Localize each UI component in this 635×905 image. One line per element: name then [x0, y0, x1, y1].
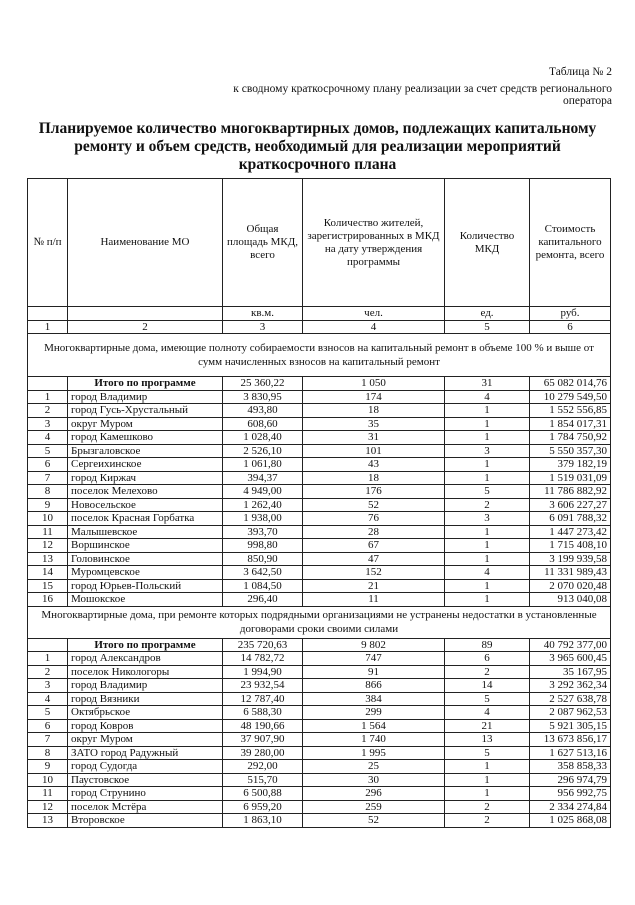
table-cell: 5	[28, 706, 68, 720]
table-row	[28, 417, 611, 431]
table-cell: Брызгаловское	[68, 444, 223, 458]
data-table	[27, 178, 611, 828]
table-cell: Воршинское	[68, 539, 223, 553]
table-cell: 176	[303, 485, 445, 499]
table-cell: 91	[303, 665, 445, 679]
table-row	[28, 404, 611, 418]
table-cell: 39 280,00	[223, 746, 303, 760]
table-cell: 3	[445, 444, 530, 458]
table-cell: 1	[28, 390, 68, 404]
table-cell: 2	[68, 320, 223, 334]
table-cell: 21	[303, 579, 445, 593]
table-row	[28, 652, 611, 666]
column-numbers-row	[28, 320, 611, 334]
table-cell: 1 784 750,92	[530, 431, 611, 445]
table-cell: 5	[445, 692, 530, 706]
table-cell: поселок Красная Горбатка	[68, 512, 223, 526]
table-cell: 18	[303, 471, 445, 485]
table-cell: 1	[445, 417, 530, 431]
table-cell: 1 854 017,31	[530, 417, 611, 431]
table-row	[28, 566, 611, 580]
table-cell: 1	[445, 552, 530, 566]
table-row	[28, 431, 611, 445]
table-cell: 14 782,72	[223, 652, 303, 666]
table-cell: 6	[530, 320, 611, 334]
table-cell: 9 802	[303, 638, 445, 652]
table-row	[28, 773, 611, 787]
table-cell: 12	[28, 539, 68, 553]
table-cell: 1 740	[303, 733, 445, 747]
table-cell: Муромцевское	[68, 566, 223, 580]
table-cell: город Камешково	[68, 431, 223, 445]
table-cell: 2 526,10	[223, 444, 303, 458]
table-cell: 30	[303, 773, 445, 787]
table-cell: 2	[28, 404, 68, 418]
table-cell	[28, 638, 68, 652]
table-row	[28, 719, 611, 733]
table-row	[28, 485, 611, 499]
table-cell: ЗАТО город Радужный	[68, 746, 223, 760]
table-cell: 6 959,20	[223, 800, 303, 814]
table-cell: Головинское	[68, 552, 223, 566]
table-cell: 4	[28, 692, 68, 706]
table-cell: 4	[303, 320, 445, 334]
table-cell: 11 331 989,43	[530, 566, 611, 580]
table-cell: 37 907,90	[223, 733, 303, 747]
table-cell: 76	[303, 512, 445, 526]
table-cell: 393,70	[223, 525, 303, 539]
table-cell: 3	[223, 320, 303, 334]
table-cell: 1 519 031,09	[530, 471, 611, 485]
table-cell: 52	[303, 498, 445, 512]
table-cell: 1 262,40	[223, 498, 303, 512]
table-cell: 1 564	[303, 719, 445, 733]
table-cell: 11	[303, 593, 445, 607]
table-cell: город Александров	[68, 652, 223, 666]
table-cell: 1 715 408,10	[530, 539, 611, 553]
table-cell: город Юрьев-Польский	[68, 579, 223, 593]
table-cell: 35 167,95	[530, 665, 611, 679]
table-cell: 8	[28, 746, 68, 760]
table-cell: 6 500,88	[223, 787, 303, 801]
table-cell: 7	[28, 471, 68, 485]
table-cell: город Вязники	[68, 692, 223, 706]
table-cell: 5	[445, 485, 530, 499]
table-cell: 2	[445, 665, 530, 679]
table-cell: 1	[445, 787, 530, 801]
table-cell: 4 949,00	[223, 485, 303, 499]
table-cell: 25 360,22	[223, 377, 303, 391]
table-cell: 1 863,10	[223, 814, 303, 828]
table-cell: 11	[28, 525, 68, 539]
table-cell: 4	[445, 390, 530, 404]
table-cell: кв.м.	[223, 307, 303, 321]
table-cell: ед.	[445, 307, 530, 321]
table-cell: 14	[28, 566, 68, 580]
table-cell: 6	[445, 652, 530, 666]
section-heading-row	[28, 606, 611, 638]
table-cell: 14	[445, 679, 530, 693]
header-row	[28, 179, 611, 307]
table-cell: 956 992,75	[530, 787, 611, 801]
table-row	[28, 444, 611, 458]
table-row	[28, 760, 611, 774]
table-cell: 3 606 227,27	[530, 498, 611, 512]
table-cell: 65 082 014,76	[530, 377, 611, 391]
table-cell: 5	[445, 320, 530, 334]
table-cell: 7	[28, 733, 68, 747]
table-cell: 5 550 357,30	[530, 444, 611, 458]
table-cell: 4	[445, 566, 530, 580]
table-cell: город Владимир	[68, 679, 223, 693]
table-cell: 2 527 638,78	[530, 692, 611, 706]
table-cell: 174	[303, 390, 445, 404]
table-cell: 35	[303, 417, 445, 431]
table-cell: 1	[445, 431, 530, 445]
table-cell: город Струнино	[68, 787, 223, 801]
table-row	[28, 706, 611, 720]
table-cell: 866	[303, 679, 445, 693]
table-cell: 3	[445, 512, 530, 526]
table-cell: Стоимость капитального ремонта, всего	[530, 179, 611, 307]
table-cell: Наименование МО	[68, 179, 223, 307]
table-cell: город Судогда	[68, 760, 223, 774]
table-cell: Октябрьское	[68, 706, 223, 720]
table-cell: 1 995	[303, 746, 445, 760]
table-row	[28, 746, 611, 760]
table-cell: Мошокское	[68, 593, 223, 607]
table-cell: 5 921 305,15	[530, 719, 611, 733]
table-row	[28, 525, 611, 539]
table-cell: 23 932,54	[223, 679, 303, 693]
table-cell: 9	[28, 760, 68, 774]
table-cell: 299	[303, 706, 445, 720]
table-cell: 608,60	[223, 417, 303, 431]
page-title: Планируемое количество многоквартирных домов, подлежащих капитальному ремонту и объем средств, необходимый для реализации мероприятий краткосрочного плана	[38, 120, 597, 173]
table-row	[28, 390, 611, 404]
table-cell: 4	[28, 431, 68, 445]
table-cell: 296	[303, 787, 445, 801]
table-cell: округ Муром	[68, 417, 223, 431]
units-row	[28, 307, 611, 321]
table-row	[28, 814, 611, 828]
table-row	[28, 579, 611, 593]
table-cell: 11	[28, 787, 68, 801]
table-cell: 1 050	[303, 377, 445, 391]
table-cell: Количество жителей, зарегистрированных в МКД на дату утверждения программы	[303, 179, 445, 307]
table-cell: 2	[28, 665, 68, 679]
table-cell: 1	[445, 760, 530, 774]
table-cell: город Ковров	[68, 719, 223, 733]
table-cell: 3 292 362,34	[530, 679, 611, 693]
table-cell: поселок Мелехово	[68, 485, 223, 499]
table-cell: 6	[28, 719, 68, 733]
table-cell: 48 190,66	[223, 719, 303, 733]
section-heading: Многоквартирные дома, имеющие полноту собираемости взносов на капитальный ремонт в объеме 100 % и выше от сумм начисленных взносов на капитальный ремонт	[28, 334, 611, 377]
table-row	[28, 665, 611, 679]
table-row	[28, 733, 611, 747]
table-cell: 1	[445, 773, 530, 787]
table-cell: 5	[28, 444, 68, 458]
table-cell: 358 858,33	[530, 760, 611, 774]
table-cell: 1 627 513,16	[530, 746, 611, 760]
table-cell: 747	[303, 652, 445, 666]
table-cell: 1	[445, 579, 530, 593]
table-cell: 3	[28, 417, 68, 431]
table-cell: 3 830,95	[223, 390, 303, 404]
total-row	[28, 377, 611, 391]
table-cell: 31	[445, 377, 530, 391]
table-cell: поселок Мстёра	[68, 800, 223, 814]
table-row	[28, 498, 611, 512]
table-cell: 47	[303, 552, 445, 566]
table-row	[28, 593, 611, 607]
table-cell: 394,37	[223, 471, 303, 485]
table-cell: 850,90	[223, 552, 303, 566]
table-cell: 1 994,90	[223, 665, 303, 679]
table-cell: Паустовское	[68, 773, 223, 787]
table-cell: 43	[303, 458, 445, 472]
table-row	[28, 458, 611, 472]
table-cell: 3 965 600,45	[530, 652, 611, 666]
table-cell: 235 720,63	[223, 638, 303, 652]
table-cell: 1 025 868,08	[530, 814, 611, 828]
table-cell: 9	[28, 498, 68, 512]
table-cell: 6 588,30	[223, 706, 303, 720]
table-cell: 52	[303, 814, 445, 828]
table-row	[28, 552, 611, 566]
table-row	[28, 471, 611, 485]
table-cell: 2	[445, 814, 530, 828]
table-cell: 3	[28, 679, 68, 693]
table-cell: 2 087 962,53	[530, 706, 611, 720]
table-cell: 21	[445, 719, 530, 733]
section-heading: Многоквартирные дома, при ремонте которых подрядными организациями не устранены недостатки в установленные договорами сроки своими силами	[28, 606, 611, 638]
table-cell: 11 786 882,92	[530, 485, 611, 499]
table-cell	[28, 307, 68, 321]
table-cell: 5	[445, 746, 530, 760]
table-cell: 89	[445, 638, 530, 652]
table-cell: 2	[445, 498, 530, 512]
table-cell: 101	[303, 444, 445, 458]
table-cell: Итого по программе	[68, 638, 223, 652]
table-cell: 12 787,40	[223, 692, 303, 706]
table-cell: 13	[28, 814, 68, 828]
table-cell: 28	[303, 525, 445, 539]
table-cell: 1 084,50	[223, 579, 303, 593]
section-heading-row	[28, 334, 611, 377]
table-cell: руб.	[530, 307, 611, 321]
subtitle: к сводному краткосрочному плану реализации за счет средств регионального оператора	[233, 83, 612, 107]
table-cell: 1	[28, 652, 68, 666]
table-cell: 3 642,50	[223, 566, 303, 580]
table-cell: 1	[28, 320, 68, 334]
table-cell: 1 028,40	[223, 431, 303, 445]
table-cell: 515,70	[223, 773, 303, 787]
table-cell: 998,80	[223, 539, 303, 553]
table-cell: 2	[445, 800, 530, 814]
table-cell: 6	[28, 458, 68, 472]
table-cell: 259	[303, 800, 445, 814]
table-row	[28, 512, 611, 526]
table-cell: Итого по программе	[68, 377, 223, 391]
table-cell: город Владимир	[68, 390, 223, 404]
table-cell: 1 061,80	[223, 458, 303, 472]
table-cell: 10	[28, 773, 68, 787]
table-cell: 493,80	[223, 404, 303, 418]
table-cell: Малышевское	[68, 525, 223, 539]
table-cell: Второвское	[68, 814, 223, 828]
table-number: Таблица № 2	[548, 66, 612, 78]
table-cell: 4	[445, 706, 530, 720]
table-cell: 31	[303, 431, 445, 445]
table-cell: округ Муром	[68, 733, 223, 747]
table-cell: 18	[303, 404, 445, 418]
table-row	[28, 679, 611, 693]
table-cell: 25	[303, 760, 445, 774]
table-cell	[68, 307, 223, 321]
table-row	[28, 787, 611, 801]
table-row	[28, 800, 611, 814]
table-cell: Количество МКД	[445, 179, 530, 307]
table-cell: 1 938,00	[223, 512, 303, 526]
table-cell: 13 673 856,17	[530, 733, 611, 747]
table-cell	[28, 377, 68, 391]
table-cell: 6 091 788,32	[530, 512, 611, 526]
table-cell: 1	[445, 539, 530, 553]
table-cell: 1 447 273,42	[530, 525, 611, 539]
table-cell: город Гусь-Хрустальный	[68, 404, 223, 418]
table-cell: 15	[28, 579, 68, 593]
table-cell: 379 182,19	[530, 458, 611, 472]
table-cell: 384	[303, 692, 445, 706]
table-cell: 40 792 377,00	[530, 638, 611, 652]
table-cell: 292,00	[223, 760, 303, 774]
table-cell: 10	[28, 512, 68, 526]
table-cell: Сергеихинское	[68, 458, 223, 472]
table-cell: 3 199 939,58	[530, 552, 611, 566]
table-cell: 913 040,08	[530, 593, 611, 607]
table-cell: 2 070 020,48	[530, 579, 611, 593]
table-cell: Новосельское	[68, 498, 223, 512]
table-cell: 296,40	[223, 593, 303, 607]
table-cell: чел.	[303, 307, 445, 321]
table-cell: 10 279 549,50	[530, 390, 611, 404]
table-cell: 1	[445, 525, 530, 539]
table-cell: 16	[28, 593, 68, 607]
table-cell: Общая площадь МКД, всего	[223, 179, 303, 307]
total-row	[28, 638, 611, 652]
table-cell: 296 974,79	[530, 773, 611, 787]
table-cell: 8	[28, 485, 68, 499]
table-cell: 13	[445, 733, 530, 747]
table-cell: 13	[28, 552, 68, 566]
table-cell: поселок Никологоры	[68, 665, 223, 679]
table-row	[28, 539, 611, 553]
table-cell: № п/п	[28, 179, 68, 307]
table-cell: 1	[445, 404, 530, 418]
table-cell: 152	[303, 566, 445, 580]
table-cell: 1 552 556,85	[530, 404, 611, 418]
table-cell: 67	[303, 539, 445, 553]
table-cell: 1	[445, 471, 530, 485]
table-cell: город Киржач	[68, 471, 223, 485]
table-cell: 1	[445, 458, 530, 472]
table-cell: 1	[445, 593, 530, 607]
table-cell: 2 334 274,84	[530, 800, 611, 814]
table-row	[28, 692, 611, 706]
table-cell: 12	[28, 800, 68, 814]
